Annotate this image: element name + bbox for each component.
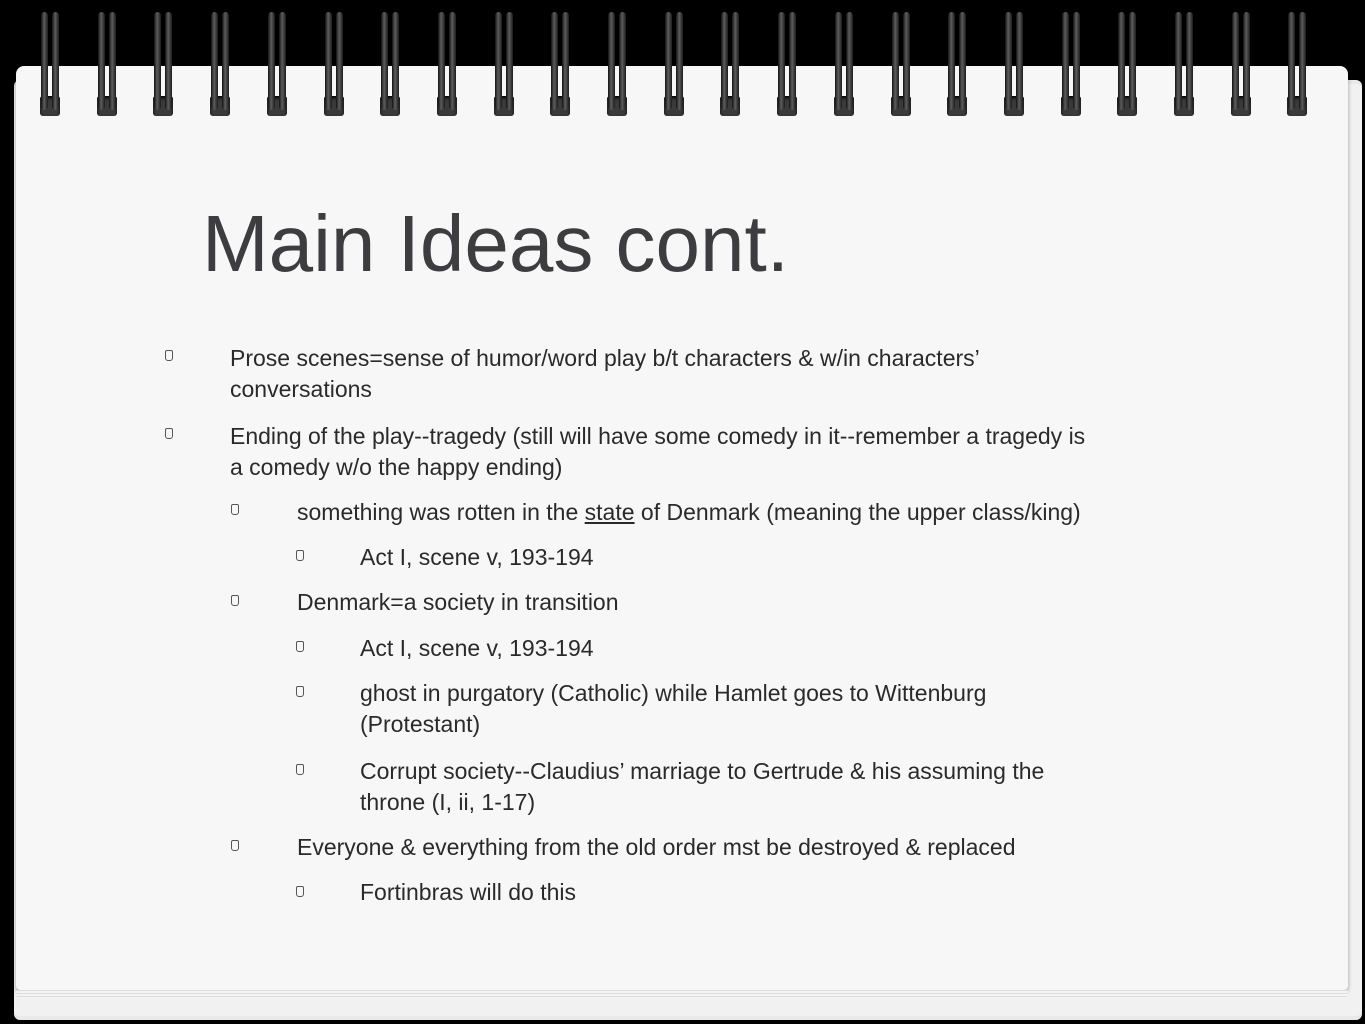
bullet-marker [296, 886, 304, 897]
bullet-text-part: something was rotten in the [297, 499, 585, 525]
bullet-text-continuation: conversations [230, 376, 372, 402]
bullet-text-continuation: throne (I, ii, 1-17) [360, 789, 536, 815]
bullet-text: Everyone & everything from the old order mst be destroyed & replaced [297, 834, 1016, 860]
bullet-marker [165, 350, 173, 361]
bullet-text: Fortinbras will do this [360, 879, 577, 905]
bullet-text: Act I, scene v, 193-194 [360, 544, 594, 570]
bullet-marker [296, 764, 304, 775]
bullet-marker [231, 504, 239, 515]
bullet-text: Ending of the play--tragedy (still will have some comedy in it--remember a tragedy is [230, 423, 1086, 449]
slide-title: Main Ideas cont. [202, 199, 789, 288]
bullet-marker [296, 686, 304, 697]
bullet-text: Act I, scene v, 193-194 [360, 635, 594, 661]
bullet-text: Prose scenes=sense of humor/word play b/t characters & w/in characters’ [230, 345, 980, 371]
bullet-text-continuation: a comedy w/o the happy ending) [230, 454, 563, 480]
bullet-marker [231, 840, 239, 851]
bullet-text [297, 497, 1081, 528]
bullet-marker [165, 428, 173, 439]
bullet-marker [296, 550, 304, 561]
bullet-text: ghost in purgatory (Catholic) while Hamlet goes to Wittenburg [360, 680, 987, 706]
bullet-text: Denmark=a society in transition [297, 589, 619, 615]
bullet-text-continuation: (Protestant) [360, 711, 481, 737]
bullet-text: Corrupt society--Claudius’ marriage to Gertrude & his assuming the [360, 758, 1045, 784]
bullet-marker [296, 641, 304, 652]
bullet-text-part: of Denmark (meaning the upper class/king) [634, 499, 1081, 525]
underlined-word: state [584, 499, 635, 525]
bullet-marker [231, 595, 239, 606]
